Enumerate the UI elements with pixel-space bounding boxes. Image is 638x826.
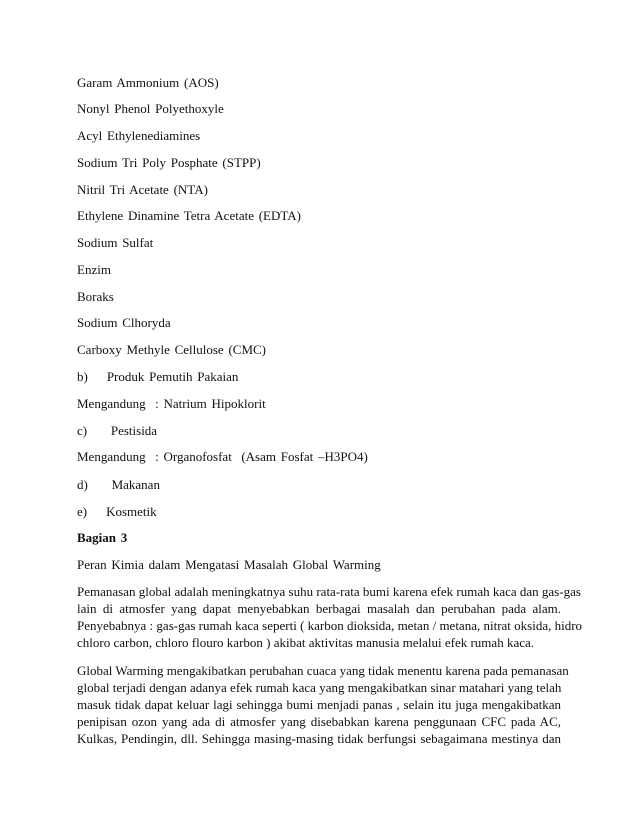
paragraph-line: masuk tidak dapat keluar lagi sehingga bumi menjadi panas , selain itu juga mengakibatkan (77, 697, 561, 712)
list-item-acyl: Acyl Ethylenediamines (77, 128, 201, 143)
section-c-detail: Mengandung : Organofosfat (Asam Fosfat –H3PO4) (77, 449, 368, 464)
section-subtitle: Peran Kimia dalam Mengatasi Masalah Global Warming (77, 557, 381, 572)
list-item-nta: Nitril Tri Acetate (NTA) (77, 182, 208, 197)
section-b-title: b) Produk Pemutih Pakaian (77, 369, 239, 384)
paragraph-line: penipisan ozon yang ada di atmosfer yang disebabkan karena penggunaan CFC pada AC, (77, 714, 561, 729)
paragraph-global-warming-definition (77, 583, 583, 651)
paragraph-line: lain di atmosfer yang dapat menyebabkan berbagai masalah dan perubahan pada alam. (77, 601, 561, 616)
list-item-edta: Ethylene Dinamine Tetra Acetate (EDTA) (77, 208, 301, 223)
paragraph-line: Kulkas, Pendingin, dll. Sehingga masing-masing tidak berfungsi sebagaimana mestinya dan (77, 731, 561, 746)
paragraph-line: Penyebabnya : gas-gas rumah kaca seperti ( karbon dioksida, metan / metana, nitrat oksida, hidro (77, 618, 583, 633)
list-item-sodium-sulfat: Sodium Sulfat (77, 235, 154, 250)
list-item-cmc: Carboxy Methyle Cellulose (CMC) (77, 342, 267, 357)
paragraph-line: chloro carbon, chloro flouro karbon ) akibat aktivitas manusia melalui efek rumah kaca. (77, 635, 534, 650)
section-heading: Bagian 3 (77, 530, 128, 545)
list-item-sodium-clhoryda: Sodium Clhoryda (77, 315, 171, 330)
paragraph-line: Pemanasan global adalah meningkatnya suhu rata-rata bumi karena efek rumah kaca dan gas-gas (77, 584, 581, 599)
paragraph-global-warming-effects (77, 662, 569, 747)
list-item-enzim: Enzim (77, 262, 111, 277)
list-item-boraks: Boraks (77, 289, 114, 304)
section-d-title: d) Makanan (77, 477, 160, 492)
list-item-aos: Garam Ammonium (AOS) (77, 75, 219, 90)
section-b-detail: Mengandung : Natrium Hipoklorit (77, 396, 266, 411)
paragraph-line: global terjadi dengan adanya efek rumah kaca yang mengakibatkan sinar matahari yang telah (77, 680, 562, 695)
paragraph-line: Global Warming mengakibatkan perubahan cuaca yang tidak menentu karena pada pemanasan (77, 663, 569, 678)
list-item-stpp: Sodium Tri Poly Posphate (STPP) (77, 155, 261, 170)
section-c-title: c) Pestisida (77, 423, 158, 438)
section-e-title: e) Kosmetik (77, 504, 157, 519)
list-item-nonyl-phenol: Nonyl Phenol Polyethoxyle (77, 101, 224, 116)
